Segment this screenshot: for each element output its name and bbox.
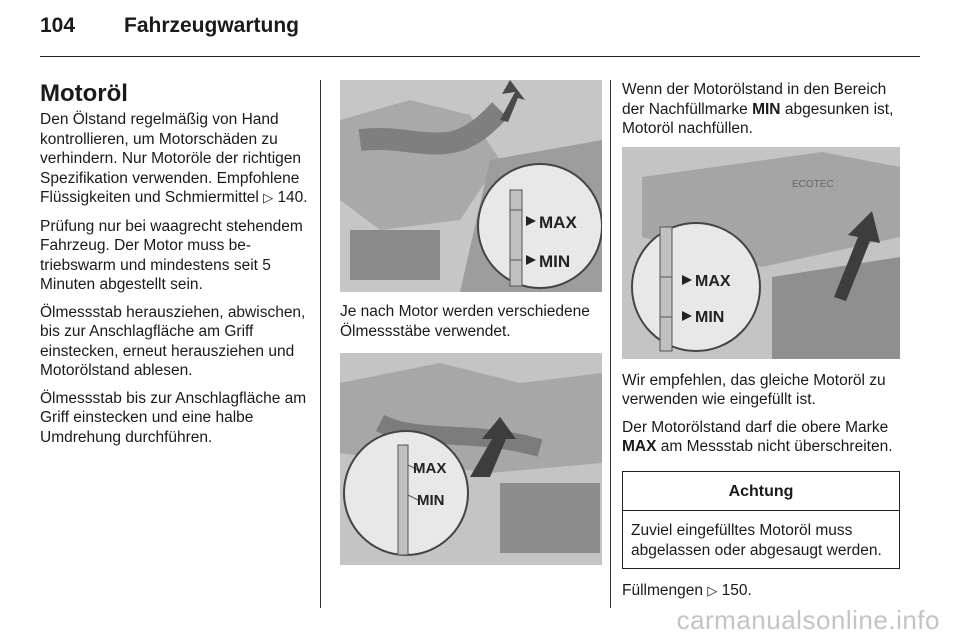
column-right bbox=[622, 80, 904, 610]
paragraph-pull-dipstick: Ölmessstab herausziehen, abwischen, bis zur Anschlagfläche am Griff einstecken, erneut herausziehen und Motorölstand ablesen. bbox=[40, 303, 306, 379]
paragraph-max-level bbox=[622, 418, 904, 457]
min-mark-text: MIN bbox=[752, 100, 781, 118]
caution-box bbox=[622, 471, 900, 570]
header-rule bbox=[40, 56, 920, 57]
max-label: MAX bbox=[413, 460, 447, 477]
paragraph-insert-dipstick: Ölmessstab bis zur Anschlagfläche am Griff einstecken und eine halbe Umdrehung durchführen. bbox=[40, 389, 307, 446]
page-ref-link[interactable]: 140. bbox=[277, 189, 308, 206]
min-label: MIN bbox=[539, 252, 571, 271]
paragraph-same-oil: Wir empfehlen, das gleiche Motoröl zu verwenden wie eingefüllt ist. bbox=[622, 371, 886, 408]
paragraph-text: Den Ölstand regelmäßig von Hand kontrollieren, um Motorschäden zu verhindern. Nur Motoröle der richtigen Spezifikation verwenden. Empfohlene Flüssigkeiten und Schmiermittel bbox=[40, 111, 302, 206]
chapter-title: Fahrzeugwartung bbox=[124, 14, 300, 37]
max-label: MAX bbox=[539, 213, 577, 232]
engine-cover-text: ECOTEC bbox=[792, 178, 834, 190]
column-middle bbox=[340, 80, 602, 565]
watermark: carmanualsonline.info bbox=[676, 605, 940, 635]
page-number: 104 bbox=[40, 14, 76, 37]
max-mark-text: MAX bbox=[622, 438, 657, 455]
column-divider bbox=[610, 80, 611, 608]
paragraph-refill bbox=[622, 80, 904, 139]
paragraph-text: abgesunken ist, Motoröl nachfüllen. bbox=[622, 100, 894, 137]
paragraph-text: Füllmengen bbox=[622, 582, 703, 599]
min-label: MIN bbox=[695, 308, 725, 326]
paragraph-text: Der Motorölstand darf die obere Marke bbox=[622, 418, 889, 436]
paragraph-fill-quantities bbox=[622, 581, 904, 602]
paragraph-level-vehicle: Prüfung nur bei waagrecht stehendem Fahrzeug. Der Motor muss betriebswarm und mindestens seit 5 Minuten abgestellt sein. bbox=[40, 217, 303, 293]
paragraph-text: am Messstab nicht überschreiten. bbox=[660, 438, 893, 455]
page-ref-link[interactable]: 150. bbox=[721, 582, 752, 599]
max-label: MAX bbox=[695, 272, 731, 290]
caution-title: Achtung bbox=[623, 472, 899, 512]
paragraph-check-regularly bbox=[40, 110, 308, 209]
column-left bbox=[40, 80, 308, 455]
page-ref-icon: ▷ bbox=[263, 191, 274, 206]
dipstick-figure-3 bbox=[622, 147, 900, 359]
page-header bbox=[40, 14, 299, 38]
figure-caption: Je nach Motor werden verschiedene Ölmessstäbe verwendet. bbox=[340, 303, 590, 340]
section-title: Motoröl bbox=[40, 80, 128, 107]
column-divider bbox=[320, 80, 321, 608]
min-label: MIN bbox=[417, 492, 445, 509]
page-ref-icon: ▷ bbox=[707, 584, 718, 599]
dipstick-figure-2 bbox=[340, 353, 602, 565]
dipstick-figure-1 bbox=[340, 80, 602, 292]
caution-body: Zuviel eingefülltes Motoröl muss abgelassen oder abgesaugt werden. bbox=[631, 522, 882, 559]
paragraph-text: Wenn der Motorölstand in den Bereich der Nachfüllmarke bbox=[622, 81, 887, 118]
